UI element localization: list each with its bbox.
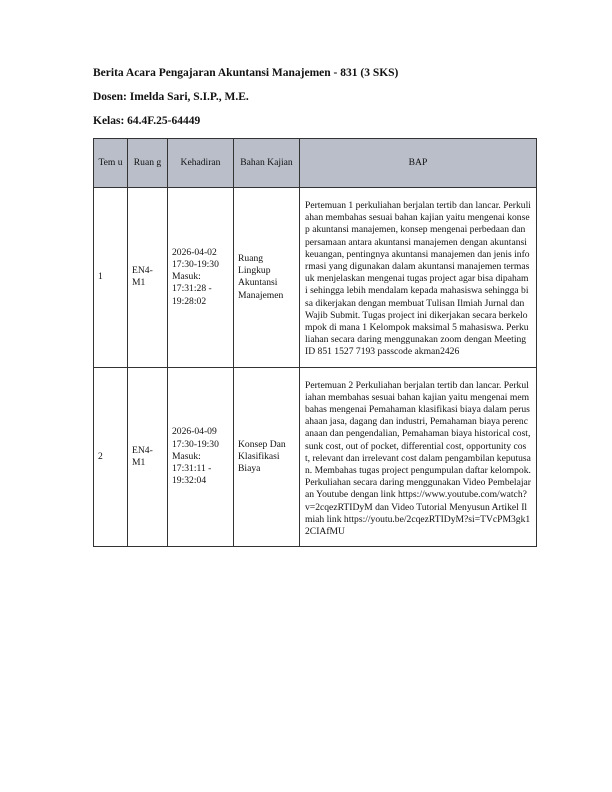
attendance-cell: 2026-04-02 17:30-19:30 Masuk: 17:31:28 - 19:28:02 (168, 188, 234, 368)
table-row (94, 367, 537, 547)
column-header-room: Ruan g (128, 139, 168, 188)
attendance-table (93, 138, 537, 547)
meeting-number: 1 (94, 188, 128, 368)
room-cell: EN4-M1 (128, 188, 168, 368)
lecturer-name: Dosen: Imelda Sari, S.I.P., M.E. (93, 91, 249, 103)
column-header-study-material: Bahan Kajian (234, 139, 300, 188)
class-code: Kelas: 64.4F.25-64449 (93, 115, 201, 127)
room-cell: EN4-M1 (128, 367, 168, 547)
table-header-row (94, 139, 537, 188)
column-header-attendance: Kehadiran (168, 139, 234, 188)
bap-cell (300, 188, 537, 368)
column-header-bap: BAP (300, 139, 537, 188)
study-material-cell: Konsep Dan Klasifikasi Biaya (234, 367, 300, 547)
bap-text: Pertemuan 2 Perkuliahan berjalan tertib dan lancar. Perkuliahan membahas sesuai bahan kajian yaitu mengenai membahas mengenai Pemahaman klasifikasi biaya dalam perusahaan jasa, dagang dan industri, Pemahaman biaya perencanaan dan pengendalian, Pemahaman biaya historical cost, sunk cost, out of pocket, differential cost, opportunity cost, relevant dan irrelevant cost dalam pengambilan keputusan. Membahas tugas project pengumpulan daftar kelompok. Perkuliahan secara daring menggunakan Video Pembelajaran Youtube dengan link https://www.youtube.com/watch?v=2cqezRTIDyM dan Video Tutorial Menyusun Artikel Ilmiah link https://youtu.be/2cqezRTIDyM?si=TVcPM3gk12CIAfMU (305, 379, 531, 538)
document-title: Berita Acara Pengajaran Akuntansi Manajemen - 831 (3 SKS) (93, 67, 399, 79)
bap-cell (300, 367, 537, 547)
attendance-cell: 2026-04-09 17:30-19:30 Masuk: 17:31:11 - 19:32:04 (168, 367, 234, 547)
meeting-number: 2 (94, 367, 128, 547)
column-header-meeting: Tem u (94, 139, 128, 188)
table-row (94, 188, 537, 368)
document-page (93, 66, 536, 547)
bap-text: Pertemuan 1 perkuliahan berjalan tertib dan lancar. Perkuliahan membahas sesuai bahan kajian yaitu mengenai konsep akuntansi manajemen, konsep mengenai perbedaan dan persamaan antara akuntansi manajemen dengan akuntansi keuangan, pentingnya akuntansi manajemen dan jenis informasi yang digunakan dalam akuntansi manajemen termasuk menjelaskan mengenai tugas project agar bisa dipahami sehingga lebih mendalam kepada mahasiswa sehingga bisa dikerjakan dengan membuat Tulisan Ilmiah Jurnal dan Wajib Submit. Tugas project ini dikerjakan secara berkelompok di mana 1 Kelompok maksimal 5 mahasiswa. Perkuliahan secara daring menggunakan zoom dengan Meeting ID 851 1527 7193 passcode akman2426 (305, 200, 531, 358)
study-material-cell: Ruang Lingkup Akuntansi Manajemen (234, 188, 300, 368)
